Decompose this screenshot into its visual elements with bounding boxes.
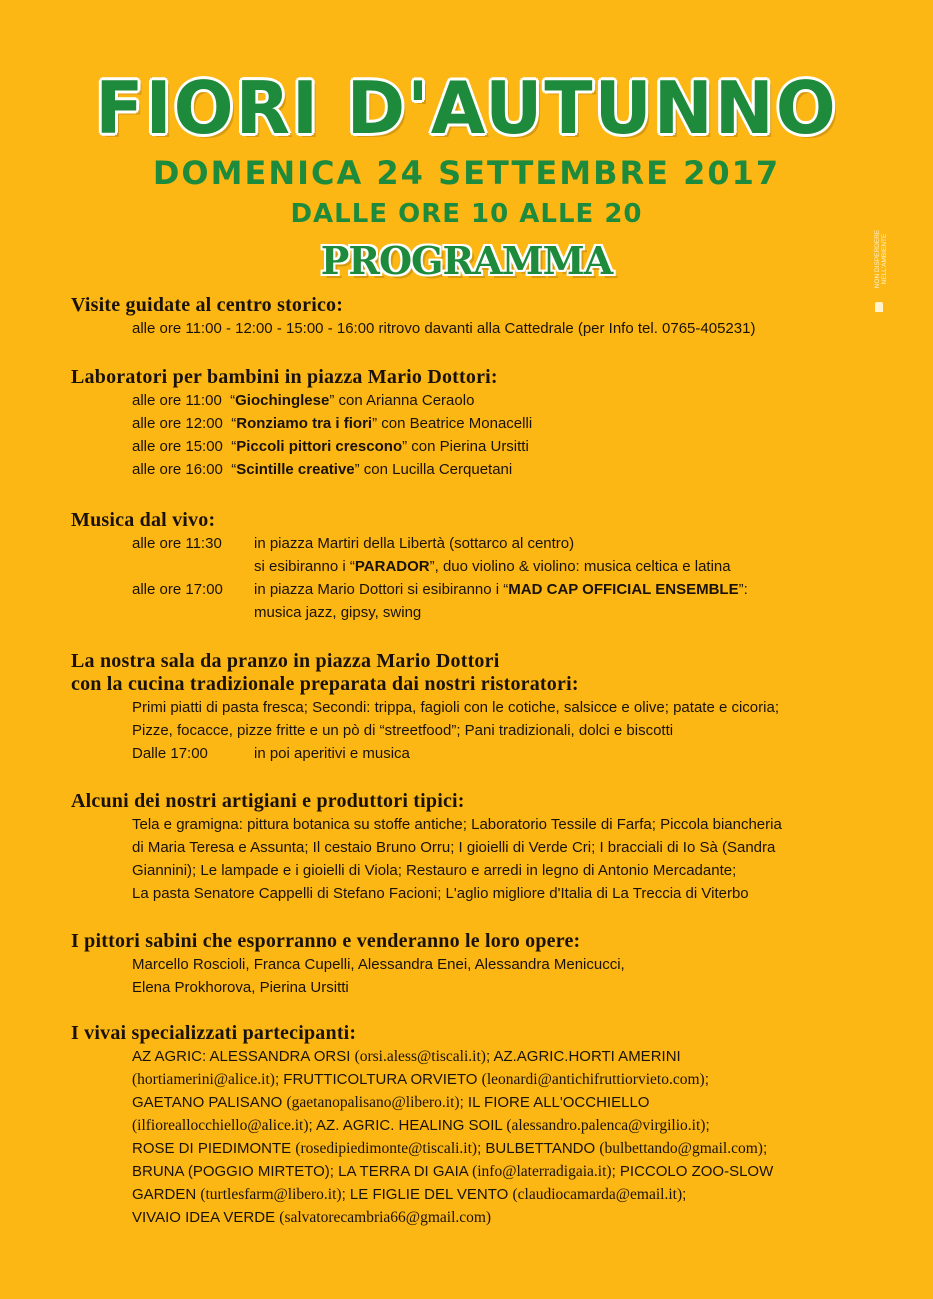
artisan-line: Giannini); Le lampade e i gioielli di Viola; Restauro e arredi in legno di Antonio Mercadante; xyxy=(132,862,737,879)
nursery-email: (hortiamerini@alice.it) xyxy=(132,1071,275,1088)
nursery-line xyxy=(132,1045,773,1068)
music-time: alle ore 11:30 xyxy=(132,535,222,552)
section-heading: Musica dal vivo: xyxy=(71,509,216,531)
nursery-name: BRUNA (POGGIO MIRTETO); LA TERRA DI GAIA xyxy=(132,1163,473,1180)
menu-line: Primi piatti di pasta fresca; Secondi: trippa, fagioli con le cotiche, salsicce e olive; patate e cicoria; xyxy=(132,699,779,716)
music-row xyxy=(132,578,748,601)
nursery-line xyxy=(132,1068,773,1091)
section-laboratori xyxy=(71,366,532,481)
visite-line: alle ore 11:00 - 12:00 - 15:00 - 16:00 ritrovo davanti alla Cattedrale (per Info tel. 0765-405231) xyxy=(132,320,756,337)
workshop-title: Piccoli pittori crescono xyxy=(236,438,403,455)
painter-line: Elena Prokhorova, Pierina Ursitti xyxy=(132,979,349,996)
nursery-email: (turtlesfarm@libero.it) xyxy=(200,1186,342,1203)
workshop-time: alle ore 11:00 “ xyxy=(132,392,236,409)
painter-line: Marcello Roscioli, Franca Cupelli, Alessandra Enei, Alessandra Menicucci, xyxy=(132,956,625,973)
evening-row xyxy=(132,742,779,765)
nursery-name: GARDEN xyxy=(132,1186,201,1203)
workshop-time: alle ore 15:00 “ xyxy=(132,438,237,455)
workshop-title: Ronziamo tra i fiori xyxy=(236,415,373,432)
section-heading: Visite guidate al centro storico: xyxy=(71,294,344,316)
nursery-name: ; IL FIORE ALL'OCCHIELLO xyxy=(459,1094,650,1111)
nursery-name: ; PICCOLO ZOO-SLOW xyxy=(611,1163,774,1180)
band-name: MAD CAP OFFICIAL ENSEMBLE xyxy=(508,581,739,598)
section-heading: Laboratori per bambini in piazza Mario Dottori: xyxy=(71,366,498,388)
nursery-name: ; BULBETTANDO xyxy=(477,1140,600,1157)
section-artigiani xyxy=(71,790,782,905)
workshop-host: ” con Pierina Ursitti xyxy=(402,438,529,455)
nursery-name: ; AZ. AGRIC. HEALING SOIL xyxy=(308,1117,507,1134)
menu-line: Pizze, focacce, pizze fritte e un pò di “streetfood”; Pani tradizionali, dolci e biscotti xyxy=(132,722,674,739)
section-vivai xyxy=(71,1022,773,1229)
section-heading: I pittori sabini che esporranno e venderanno le loro opere: xyxy=(71,930,581,952)
nursery-name: ; LE FIGLIE DEL VENTO xyxy=(341,1186,513,1203)
nursery-line xyxy=(132,1206,773,1229)
nursery-name: AZ AGRIC: ALESSANDRA ORSI xyxy=(132,1048,355,1065)
nursery-email: (gaetanopalisano@libero.it) xyxy=(286,1094,460,1111)
workshop-time: alle ore 16:00 “ xyxy=(132,461,237,478)
music-text: ”, duo violino & violino: musica celtica e latina xyxy=(429,558,731,575)
nursery-email: (info@laterradigaia.it) xyxy=(472,1163,612,1180)
nursery-email: (leonardi@antichifruttiorvieto.com) xyxy=(481,1071,705,1088)
evening-time: Dalle 17:00 xyxy=(132,745,208,762)
event-hours: DALLE ORE 10 ALLE 20 xyxy=(290,199,643,229)
recycle-person-icon xyxy=(875,302,883,312)
workshop-title: Scintille creative xyxy=(236,461,355,478)
section-pittori xyxy=(71,930,625,999)
artisan-line: La pasta Senatore Cappelli di Stefano Facioni; L'aglio migliore d'Italia di La Treccia di Viterbo xyxy=(132,885,749,902)
nursery-email: (claudiocamarda@email.it) xyxy=(512,1186,683,1203)
nursery-name: ; xyxy=(705,1117,710,1134)
nursery-line xyxy=(132,1091,773,1114)
music-row xyxy=(132,555,748,578)
nursery-email: (rosedipiedimonte@tiscali.it) xyxy=(295,1140,478,1157)
music-text: ”: xyxy=(738,581,748,598)
workshop-host: ” con Arianna Ceraolo xyxy=(329,392,475,409)
nursery-email: (alessandro.palenca@virgilio.it) xyxy=(506,1117,706,1134)
artisan-line: Tela e gramigna: pittura botanica su stoffe antiche; Laboratorio Tessile di Farfa; Piccola biancheria xyxy=(132,816,782,833)
workshop-title: Giochinglese xyxy=(235,392,330,409)
nursery-line xyxy=(132,1114,773,1137)
nursery-line xyxy=(132,1137,773,1160)
music-text: in piazza Mario Dottori si esibiranno i “ xyxy=(254,581,509,598)
section-musica xyxy=(71,509,748,624)
nursery-name: ; xyxy=(704,1071,709,1088)
music-row xyxy=(132,532,748,555)
workshop-row xyxy=(132,435,532,458)
section-heading: Alcuni dei nostri artigiani e produttori tipici: xyxy=(71,790,465,812)
nursery-name: ; xyxy=(762,1140,768,1157)
nursery-name: VIVAIO IDEA VERDE xyxy=(132,1209,280,1226)
recycle-notice-text: NON DISPERDERE NELL'AMBIENTE xyxy=(874,229,888,289)
section-heading: La nostra sala da pranzo in piazza Mario Dottori xyxy=(71,650,500,672)
nursery-email: (orsi.aless@tiscali.it) xyxy=(354,1048,486,1065)
event-date: DOMENICA 24 SETTEMBRE 2017 xyxy=(152,154,781,192)
section-visite xyxy=(71,294,755,340)
nursery-name: ; AZ.AGRIC.HORTI AMERINI xyxy=(485,1048,681,1065)
evening-text: in poi aperitivi e musica xyxy=(254,745,410,762)
workshop-row xyxy=(132,458,532,481)
nursery-email: (ilfioreallocchiello@alice.it) xyxy=(132,1117,309,1134)
recycle-notice xyxy=(868,222,892,314)
music-place: in piazza Martiri della Libertà (sottarco al centro) xyxy=(254,535,575,552)
music-text: si esibiranno i “ xyxy=(254,558,355,575)
nursery-line xyxy=(132,1183,773,1206)
artisan-line: di Maria Teresa e Assunta; Il cestaio Bruno Orru; I gioielli di Verde Cri; I bracciali di Io Sà (Sandra xyxy=(132,839,776,856)
music-row xyxy=(132,601,748,624)
section-pranzo xyxy=(71,650,779,765)
workshop-host: ” con Beatrice Monacelli xyxy=(372,415,533,432)
section-subheading: con la cucina tradizionale preparata dai nostri ristoratori: xyxy=(71,673,579,695)
nursery-name: GAETANO PALISANO xyxy=(132,1094,287,1111)
workshop-row xyxy=(132,389,532,412)
section-heading: I vivai specializzati partecipanti: xyxy=(71,1022,357,1044)
workshop-time: alle ore 12:00 “ xyxy=(132,415,237,432)
band-name: PARADOR xyxy=(354,558,430,575)
workshop-row xyxy=(132,412,532,435)
program-heading: PROGRAMMA xyxy=(320,238,613,283)
nursery-name: ; xyxy=(682,1186,687,1203)
nursery-line xyxy=(132,1160,773,1183)
music-time: alle ore 17:00 xyxy=(132,581,223,598)
nursery-name: ; FRUTTICOLTURA ORVIETO xyxy=(274,1071,482,1088)
nursery-name: ROSE DI PIEDIMONTE xyxy=(132,1140,296,1157)
workshop-host: ” con Lucilla Cerquetani xyxy=(354,461,513,478)
music-genre: musica jazz, gipsy, swing xyxy=(254,604,422,621)
event-title: FIORI D'AUTUNNO xyxy=(95,66,838,150)
nursery-email: (bulbettando@gmail.com) xyxy=(599,1140,763,1157)
nursery-email: (salvatorecambria66@gmail.com) xyxy=(279,1209,492,1226)
